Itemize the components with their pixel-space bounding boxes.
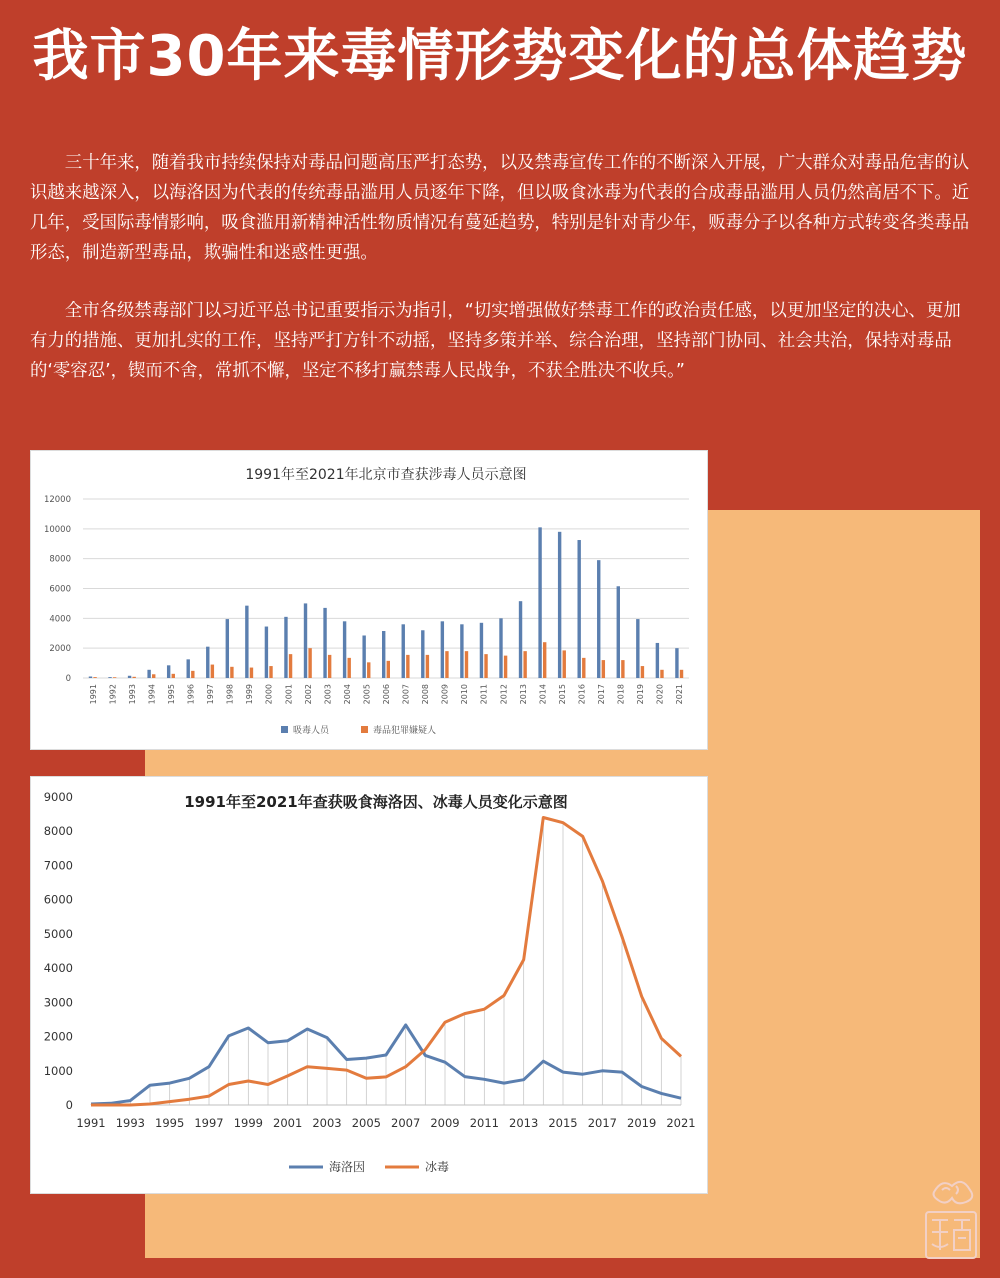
y-tick-label: 9000 xyxy=(43,790,73,804)
x-tick-label: 2005 xyxy=(351,1116,381,1130)
y-tick-label: 0 xyxy=(65,674,71,684)
x-tick-label: 2015 xyxy=(557,684,567,705)
x-tick-label: 2000 xyxy=(264,684,274,705)
y-tick-label: 10000 xyxy=(43,524,71,535)
bar xyxy=(93,677,96,678)
bar-chart-card xyxy=(30,450,708,750)
legend-swatch xyxy=(281,726,288,733)
y-tick-label: 7000 xyxy=(43,858,73,873)
bar xyxy=(113,677,116,678)
bar xyxy=(304,603,307,678)
bar xyxy=(308,648,311,678)
bar xyxy=(284,617,287,678)
x-tick-label: 2009 xyxy=(440,684,450,705)
bar xyxy=(250,668,253,678)
bar xyxy=(348,658,351,678)
intro-paragraph: 三十年来，随着我市持续保持对毒品问题高压严打态势，以及禁毒宣传工作的不断深入开展，广大群众对毒品危害的认识越来越深入，以海洛因为代表的传统毒品滥用人员逐年下降，但以吸食冰毒为代表的合成毒品滥用人员仍然高居不下。近几年，受国际毒情影响，吸食滥用新精神活性物质情况有蔓延趋势，特别是针对青少年，贩毒分子以各种方式转变各类毒品形态，制造新型毒品，欺骗性和迷惑性更强。 xyxy=(30,153,970,263)
x-tick-label: 2003 xyxy=(312,1116,342,1130)
x-tick-label: 1998 xyxy=(225,684,235,705)
x-tick-label: 2006 xyxy=(382,684,391,705)
x-tick-label: 1991 xyxy=(76,1116,106,1130)
bar xyxy=(328,655,331,678)
x-tick-label: 2013 xyxy=(518,684,528,705)
bar xyxy=(421,630,424,678)
bar xyxy=(577,540,580,678)
seal-stamp xyxy=(920,1172,982,1264)
x-tick-label: 1993 xyxy=(127,684,137,705)
guidance-paragraph: 全市各级禁毒部门以习近平总书记重要指示为指引，“切实增强做好禁毒工作的政治责任感，以更加坚定的决心、更加有力的措施、更加扎实的工作，坚持严打方针不动摇，坚持多策并举、综合治理，坚持部门协同、社会共治，保持对毒品的‘零容忍’，锲而不舍，常抓不懈，坚定不移打赢禁毒人民战争，不获全胜决不收兵。” xyxy=(30,301,961,381)
x-tick-label: 2019 xyxy=(636,684,646,705)
bar xyxy=(152,674,155,678)
x-tick-label: 2021 xyxy=(666,1116,696,1130)
y-tick-label: 5000 xyxy=(43,926,73,941)
x-tick-label: 1991 xyxy=(88,684,98,705)
bar xyxy=(445,651,448,678)
x-tick-label: 2001 xyxy=(273,1116,303,1130)
bar xyxy=(269,666,272,678)
bar xyxy=(382,631,385,678)
x-tick-label: 2003 xyxy=(323,684,333,705)
bar xyxy=(621,660,624,678)
bar xyxy=(387,661,390,678)
x-tick-label: 2017 xyxy=(587,1116,617,1130)
x-tick-label: 2007 xyxy=(391,1116,421,1130)
x-tick-label: 1995 xyxy=(155,1116,185,1130)
bar xyxy=(504,656,507,678)
x-tick-label: 1994 xyxy=(147,684,157,705)
x-tick-label: 1997 xyxy=(206,684,216,705)
x-tick-label: 2007 xyxy=(401,684,411,705)
x-tick-label: 2005 xyxy=(362,684,372,705)
bar xyxy=(543,642,546,678)
legend-label: 吸毒人员 xyxy=(293,726,330,736)
x-tick-label: 2001 xyxy=(284,684,294,705)
x-tick-label: 2011 xyxy=(479,684,489,705)
bar xyxy=(641,666,644,678)
x-tick-label: 2013 xyxy=(509,1116,539,1130)
bar xyxy=(636,619,639,678)
x-tick-label: 2020 xyxy=(655,684,665,705)
x-tick-label: 2012 xyxy=(499,684,509,705)
bar xyxy=(128,676,131,678)
bar xyxy=(582,658,585,678)
bar xyxy=(108,677,111,678)
y-tick-label: 12000 xyxy=(43,495,71,505)
y-tick-label: 8000 xyxy=(49,554,71,565)
legend-label: 海洛因 xyxy=(329,1160,366,1174)
x-tick-label: 2016 xyxy=(577,684,587,705)
bar xyxy=(675,648,678,678)
bar xyxy=(426,655,429,678)
y-tick-label: 8000 xyxy=(43,824,73,839)
bar xyxy=(187,659,190,678)
bar xyxy=(597,560,600,678)
x-tick-label: 2014 xyxy=(538,684,548,705)
line-chart xyxy=(31,777,707,1193)
bar xyxy=(167,665,170,678)
bar xyxy=(191,671,194,678)
x-tick-label: 2011 xyxy=(469,1116,499,1130)
bar xyxy=(523,651,526,678)
bar xyxy=(656,643,659,678)
bar xyxy=(206,647,209,678)
legend-label: 冰毒 xyxy=(425,1160,450,1174)
y-tick-label: 3000 xyxy=(43,995,73,1010)
bar xyxy=(230,667,233,678)
bar xyxy=(519,601,522,678)
bar xyxy=(563,650,566,678)
x-tick-label: 2009 xyxy=(430,1116,460,1130)
bar xyxy=(538,527,541,678)
bar xyxy=(211,665,214,678)
page-title: 我市30年来毒情形势变化的总体趋势 xyxy=(32,24,968,89)
bar xyxy=(265,627,268,678)
bar xyxy=(226,619,229,678)
bar xyxy=(460,624,463,678)
x-tick-label: 2008 xyxy=(421,684,431,705)
line-chart-card xyxy=(30,776,708,1194)
bar xyxy=(89,677,92,678)
y-tick-label: 6000 xyxy=(43,892,73,907)
y-tick-label: 6000 xyxy=(49,584,71,595)
bar xyxy=(289,654,292,678)
x-tick-label: 2018 xyxy=(616,684,626,705)
legend-swatch xyxy=(361,726,368,733)
x-tick-label: 2017 xyxy=(597,684,607,705)
x-tick-label: 2015 xyxy=(548,1116,578,1130)
bar-chart xyxy=(31,451,707,749)
chart-title: 1991年至2021年查获吸食海洛因、冰毒人员变化示意图 xyxy=(184,793,568,811)
bar xyxy=(465,651,468,678)
x-tick-label: 1995 xyxy=(166,684,176,705)
legend-label: 毒品犯罪嫌疑人 xyxy=(373,726,437,736)
y-tick-label: 0 xyxy=(65,1098,73,1112)
x-tick-label: 2002 xyxy=(303,684,313,705)
bar xyxy=(147,670,150,678)
bar xyxy=(362,635,365,678)
bar xyxy=(343,621,346,678)
bar xyxy=(680,670,683,678)
y-tick-label: 2000 xyxy=(43,1029,73,1044)
bar xyxy=(132,677,135,678)
x-tick-label: 2010 xyxy=(460,684,470,705)
x-tick-label: 1996 xyxy=(186,684,196,705)
bar xyxy=(484,654,487,678)
x-tick-label: 2019 xyxy=(627,1116,657,1130)
x-tick-label: 1997 xyxy=(194,1116,224,1130)
bar xyxy=(558,532,561,678)
y-tick-label: 2000 xyxy=(49,644,71,655)
bar xyxy=(480,623,483,678)
y-tick-label: 4000 xyxy=(43,961,73,976)
chart-title: 1991年至2021年北京市查获涉毒人员示意图 xyxy=(245,467,527,483)
bar xyxy=(367,662,370,678)
bar xyxy=(660,670,663,678)
x-tick-label: 1993 xyxy=(115,1116,145,1130)
x-tick-label: 2021 xyxy=(675,684,685,705)
bar xyxy=(602,660,605,678)
bar xyxy=(245,606,248,678)
bar xyxy=(617,586,620,678)
x-tick-label: 1999 xyxy=(245,684,255,705)
y-tick-label: 1000 xyxy=(43,1063,73,1078)
bar xyxy=(402,624,405,678)
bar xyxy=(172,674,175,678)
bar xyxy=(499,618,502,678)
y-tick-label: 4000 xyxy=(49,614,71,625)
bar xyxy=(323,608,326,678)
bar xyxy=(441,621,444,678)
bar xyxy=(406,655,409,678)
x-tick-label: 1999 xyxy=(233,1116,263,1130)
x-tick-label: 2004 xyxy=(342,684,352,705)
x-tick-label: 1992 xyxy=(108,684,118,705)
